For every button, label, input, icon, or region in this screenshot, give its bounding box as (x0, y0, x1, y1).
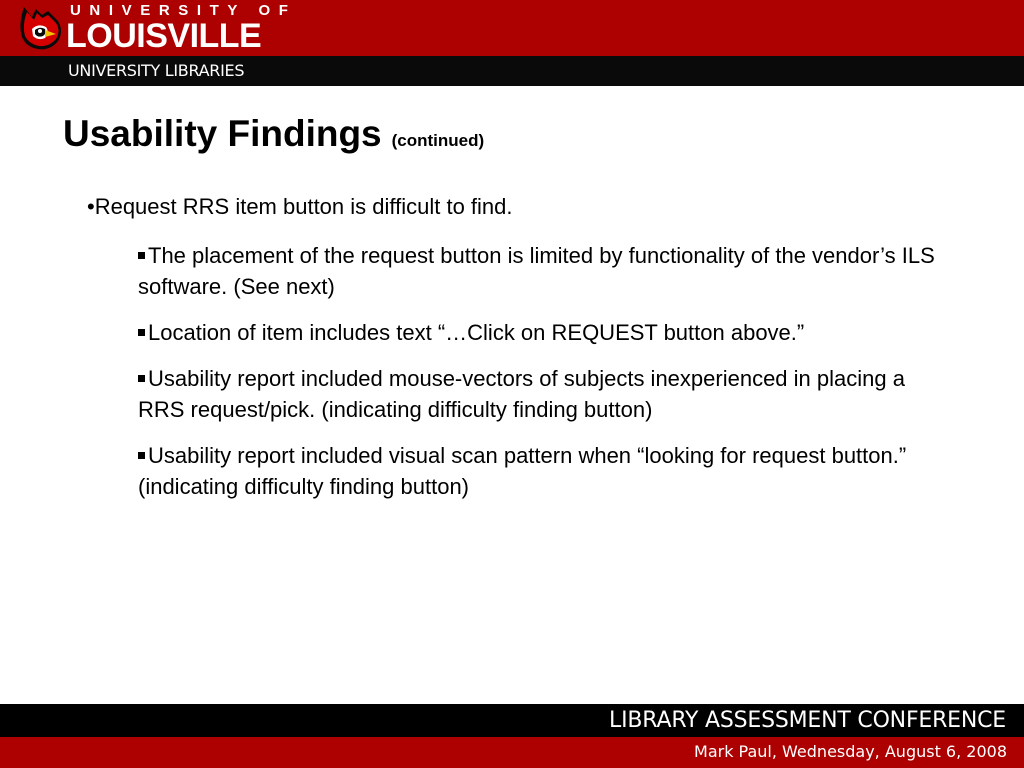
sub-bullet-item (138, 440, 938, 502)
sub-bullet-item (138, 240, 938, 302)
footer-conference-bar (0, 704, 1024, 737)
department-name: UNIVERSITY LIBRARIES (68, 61, 245, 80)
slide-title-text: Usability Findings (63, 113, 382, 154)
sub-bullet-text: The placement of the request button is limited by functionality of the vendor’s ILS software. (See next) (138, 243, 935, 299)
square-bullet-icon (138, 252, 145, 259)
university-prefix: UNIVERSITY OF (70, 2, 297, 19)
presenter-date: Mark Paul, Wednesday, August 6, 2008 (694, 742, 1007, 761)
university-name: LOUISVILLE (66, 17, 262, 55)
sub-bullet-item (138, 317, 938, 348)
slide-title-note: (continued) (391, 131, 485, 150)
department-bar (0, 56, 1024, 86)
sub-bullet-text: Usability report included mouse-vectors of subjects inexperienced in placing a RRS request/pick. (indicating difficulty finding button) (138, 366, 905, 422)
sub-bullet-list (138, 240, 938, 517)
sub-bullet-text: Usability report included visual scan pattern when “looking for request button.” (indicating difficulty finding button) (138, 443, 907, 499)
sub-bullet-item (138, 363, 938, 425)
conference-name: LIBRARY ASSESSMENT CONFERENCE (609, 708, 1006, 733)
square-bullet-icon (138, 452, 145, 459)
square-bullet-icon (138, 375, 145, 382)
square-bullet-icon (138, 329, 145, 336)
main-bullet: •Request RRS item button is difficult to find. (87, 194, 513, 219)
header-brand-bar (0, 0, 1024, 56)
cardinal-bird-icon (18, 3, 64, 53)
sub-bullet-text: Location of item includes text “…Click on REQUEST button above.” (148, 320, 805, 345)
footer-presenter-bar (0, 737, 1024, 768)
slide-title (63, 112, 484, 163)
